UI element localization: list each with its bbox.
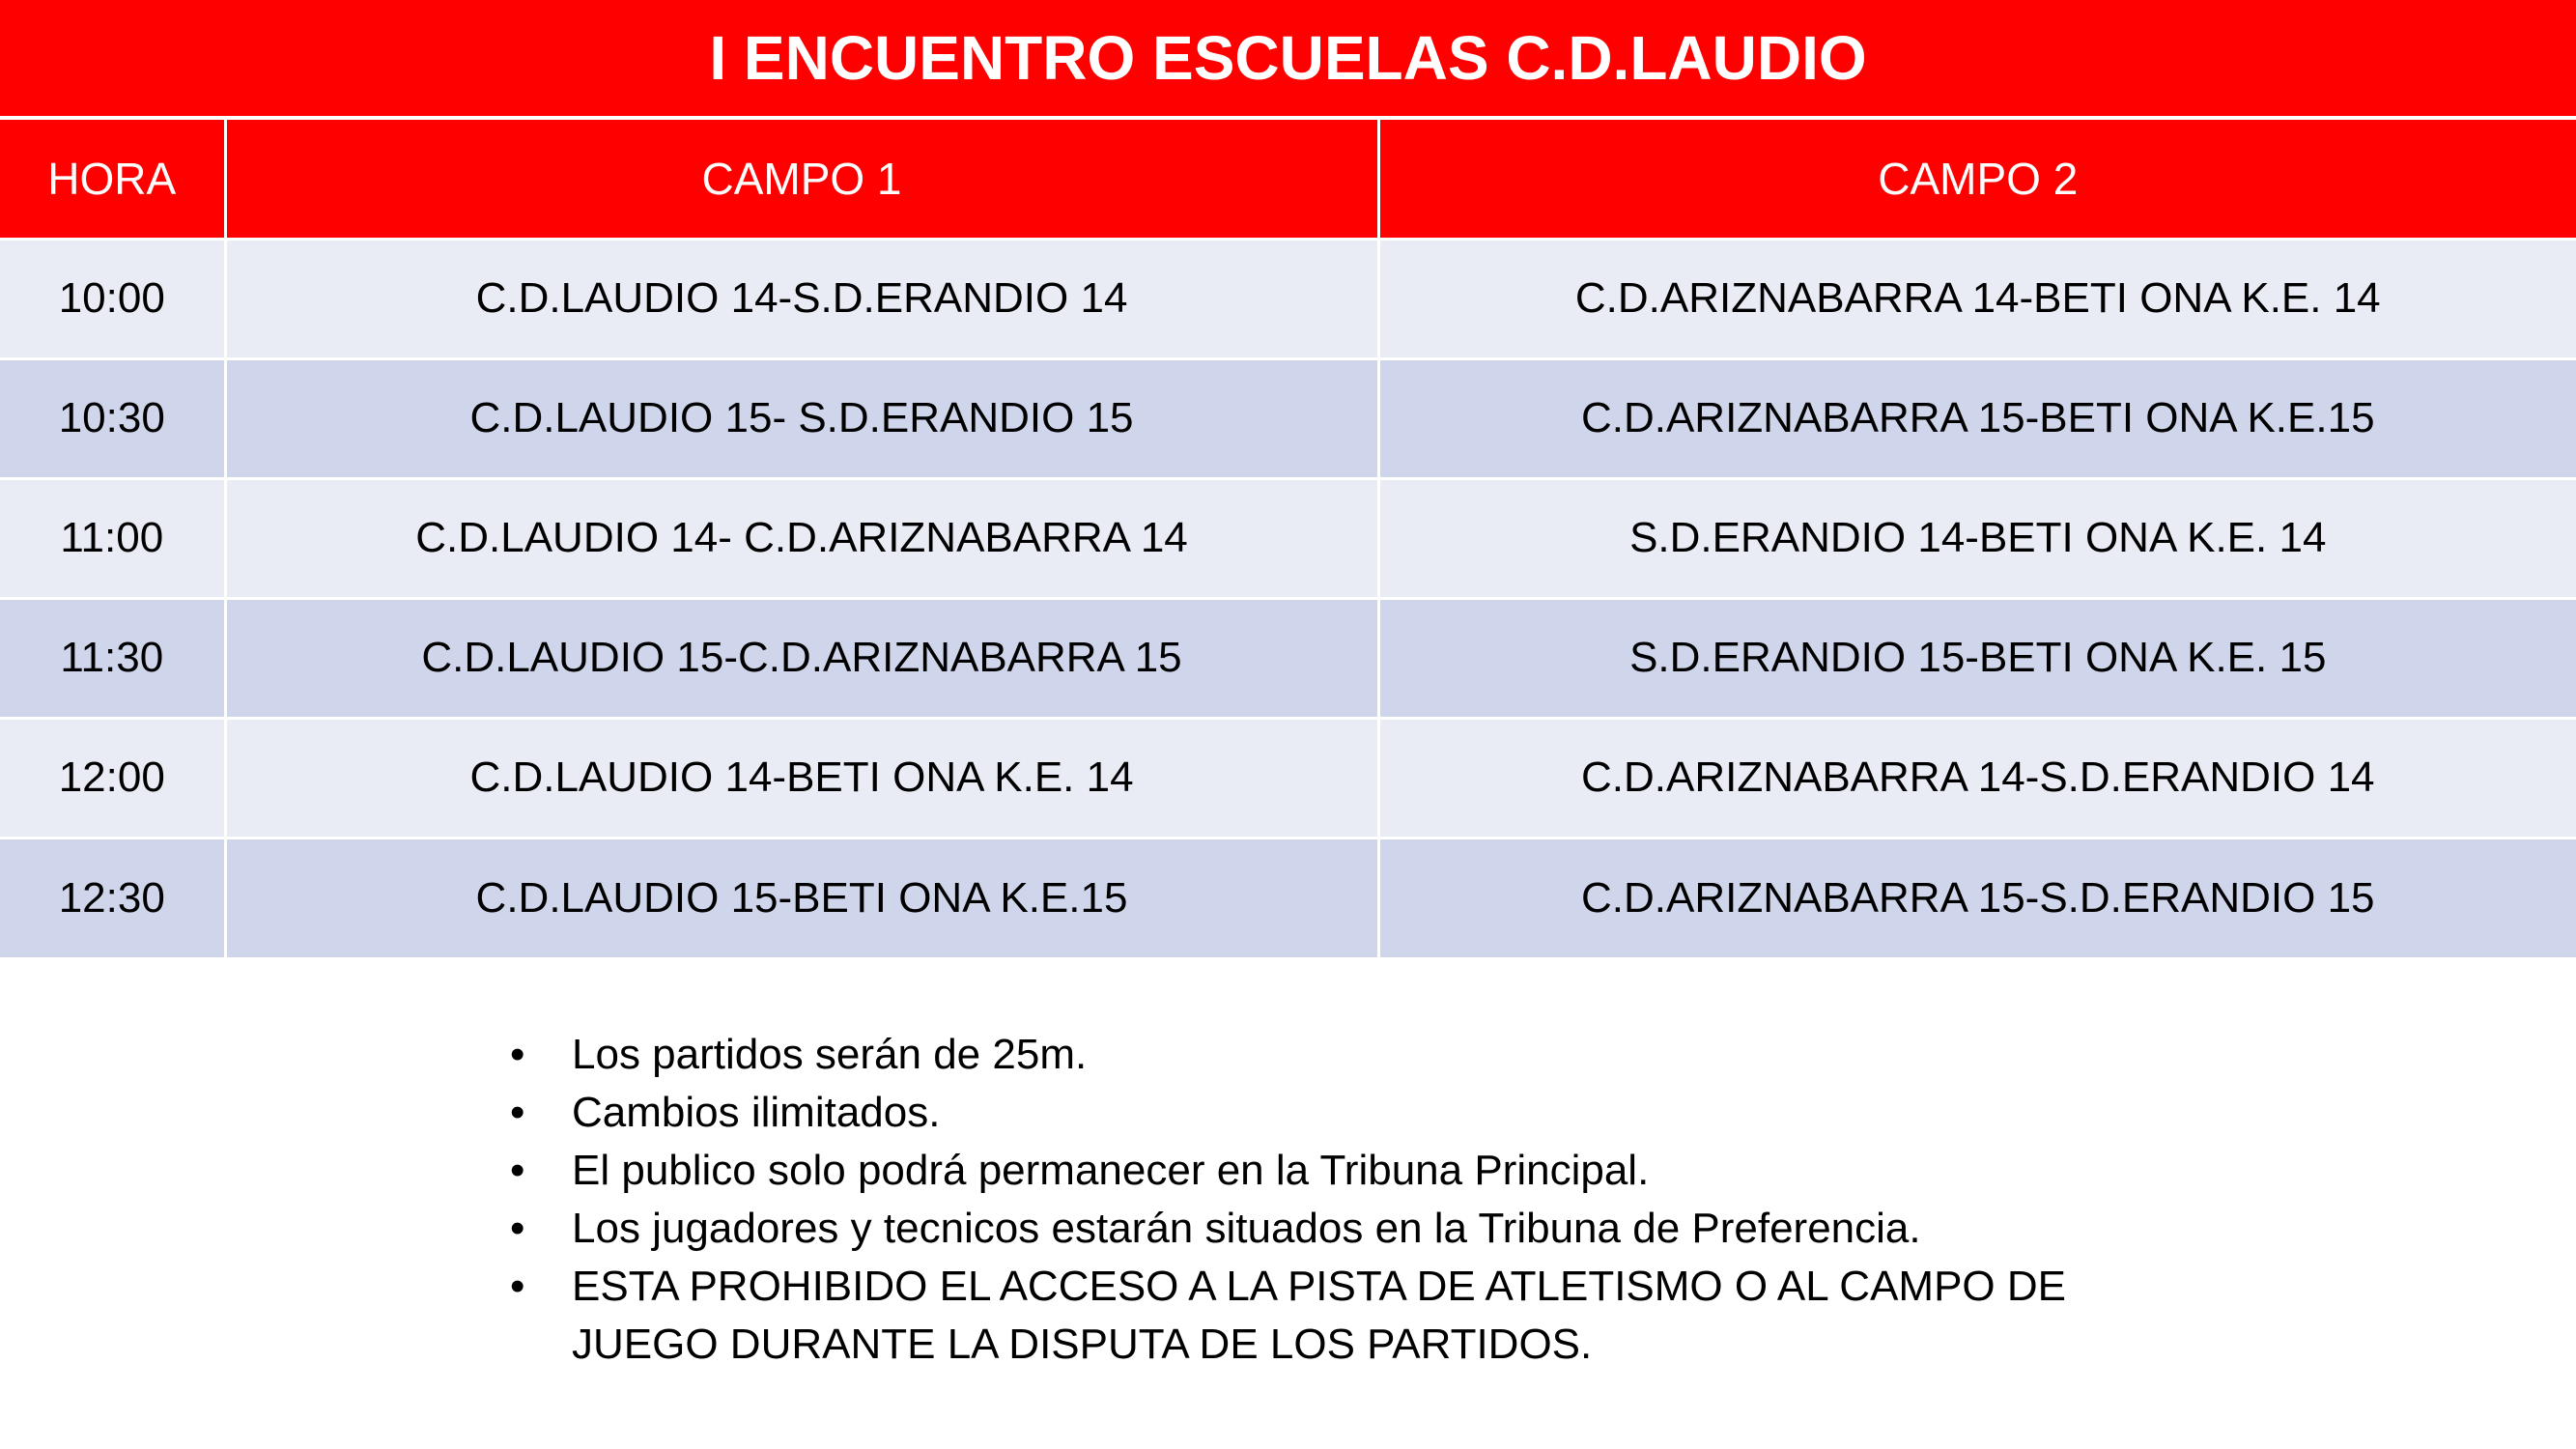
campo-2-cell: C.D.ARIZNABARRA 15-S.D.ERANDIO 15 bbox=[1378, 838, 2576, 957]
column-header-hora: HORA bbox=[0, 118, 225, 239]
hora-cell: 12:00 bbox=[0, 718, 225, 838]
campo-1-cell: C.D.LAUDIO 14-BETI ONA K.E. 14 bbox=[225, 718, 1378, 838]
list-item bbox=[502, 1026, 2214, 1084]
table-row bbox=[0, 358, 2576, 478]
note-text: El publico solo podrá permanecer en la Tribuna Principal. bbox=[572, 1147, 1650, 1194]
note-text: ESTA PROHIBIDO EL ACCESO A LA PISTA DE ATLETISMO O AL CAMPO DE JUEGO DURANTE LA DISPUTA DE LOS PARTIDOS. bbox=[572, 1263, 2067, 1368]
campo-1-cell: C.D.LAUDIO 15- S.D.ERANDIO 15 bbox=[225, 358, 1378, 478]
bullet-icon: • bbox=[510, 1089, 525, 1136]
campo-2-cell: C.D.ARIZNABARRA 15-BETI ONA K.E.15 bbox=[1378, 358, 2576, 478]
campo-2-cell: C.D.ARIZNABARRA 14-S.D.ERANDIO 14 bbox=[1378, 718, 2576, 838]
list-item bbox=[502, 1142, 2214, 1200]
table-row bbox=[0, 598, 2576, 718]
page-title: I ENCUENTRO ESCUELAS C.D.LAUDIO bbox=[0, 0, 2576, 118]
note-text: Los partidos serán de 25m. bbox=[572, 1031, 1088, 1078]
list-item bbox=[502, 1258, 2214, 1374]
campo-1-cell: C.D.LAUDIO 15-BETI ONA K.E.15 bbox=[225, 838, 1378, 957]
table-row bbox=[0, 838, 2576, 957]
note-text: Cambios ilimitados. bbox=[572, 1089, 941, 1136]
note-text: Los jugadores y tecnicos estarán situados en la Tribuna de Preferencia. bbox=[572, 1205, 1921, 1252]
hora-cell: 11:00 bbox=[0, 478, 225, 598]
hora-cell: 12:30 bbox=[0, 838, 225, 957]
list-item bbox=[502, 1200, 2214, 1258]
table-row bbox=[0, 478, 2576, 598]
bullet-icon: • bbox=[510, 1031, 525, 1078]
campo-2-cell: S.D.ERANDIO 15-BETI ONA K.E. 15 bbox=[1378, 598, 2576, 718]
campo-1-cell: C.D.LAUDIO 14-S.D.ERANDIO 14 bbox=[225, 239, 1378, 358]
hora-cell: 10:00 bbox=[0, 239, 225, 358]
campo-1-cell: C.D.LAUDIO 14- C.D.ARIZNABARRA 14 bbox=[225, 478, 1378, 598]
campo-2-cell: S.D.ERANDIO 14-BETI ONA K.E. 14 bbox=[1378, 478, 2576, 598]
hora-cell: 10:30 bbox=[0, 358, 225, 478]
bullet-icon: • bbox=[510, 1263, 525, 1310]
rules-list bbox=[502, 1026, 2214, 1374]
list-item bbox=[502, 1084, 2214, 1142]
bullet-icon: • bbox=[510, 1205, 525, 1252]
column-header-campo-2: CAMPO 2 bbox=[1378, 118, 2576, 239]
hora-cell: 11:30 bbox=[0, 598, 225, 718]
column-header-campo-1: CAMPO 1 bbox=[225, 118, 1378, 239]
campo-1-cell: C.D.LAUDIO 15-C.D.ARIZNABARRA 15 bbox=[225, 598, 1378, 718]
table-row bbox=[0, 239, 2576, 358]
bullet-icon: • bbox=[510, 1147, 525, 1194]
table-row bbox=[0, 718, 2576, 838]
campo-2-cell: C.D.ARIZNABARRA 14-BETI ONA K.E. 14 bbox=[1378, 239, 2576, 358]
